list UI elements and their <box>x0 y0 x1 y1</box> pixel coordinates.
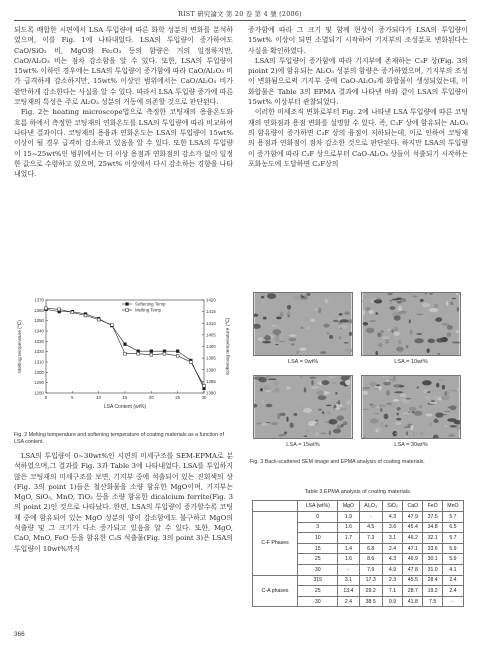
table-cell: 47.9 <box>403 512 423 523</box>
y-left-axis-label: Melting temperature (℃) <box>18 320 23 373</box>
table-cell: 45.5 <box>403 575 423 586</box>
table-cell: 3.6 <box>382 522 402 533</box>
table-3-caption: Table 3 EPMA analysis of coating materials. <box>304 489 412 495</box>
column-header <box>253 501 298 512</box>
paragraph: 이러한 미세조직 변화로부터 Fig. 2에 나타낸 LSA 투입량에 따른 코팅재의 연화점과 용점 변화를 설명할 수 있다. 즉, C₃F 상에 함유되는 Al₂O₃의 함유량이 증가하면 C₃F 상의 융점이 저하되는데, 이로 인하여 코팅재의 용점과 연화점이 점차 감소한 것으로 판단된다. 하지만 LSA의 투입량이 증가함에 따라 C₃F 상으로부터 CaO-Al₂O₃ 상들이 석출되기 시작하는 포화농도에 도달하면 C₃F상의 <box>248 108 468 168</box>
table-cell: 47.8 <box>403 564 423 575</box>
figure-2-chart <box>14 294 233 410</box>
table-cell: 10 <box>298 533 338 544</box>
table-cell: 9.9 <box>382 596 402 607</box>
table-cell: 34.8 <box>423 522 442 533</box>
table-cell: 45.4 <box>403 522 423 533</box>
series-line <box>46 309 204 388</box>
left-column-lower <box>14 451 233 554</box>
table-cell: 2.4 <box>382 543 402 554</box>
table-cell: 46.2 <box>403 533 423 544</box>
data-point <box>71 311 74 314</box>
data-point <box>189 361 192 364</box>
table-cell: 1.6 <box>338 554 359 565</box>
running-title: RIST 硏究論文 第 20 卷 第 4 號 (2006) <box>178 11 302 18</box>
plot-frame <box>46 300 204 393</box>
y-left-tick-label: 1300 <box>34 369 44 375</box>
y-right-tick-label: 1420 <box>206 297 216 303</box>
table-cell: - <box>338 564 359 575</box>
table-row <box>253 575 464 586</box>
table-cell: 1.6 <box>338 522 359 533</box>
table-cell: 2.3 <box>382 575 402 586</box>
data-point <box>150 350 153 353</box>
paragraph: 증가함에 따라 그 크기 및 함께 현상이 증가되다가 LSA의 투입량이 15wt% 이상이 되면 소멸되기 시작하여 기지부의 조성분포 변화된다는 사실을 확인하였다. <box>248 26 468 55</box>
legend-marker <box>126 303 129 306</box>
data-point <box>84 314 87 317</box>
table-cell: 17.3 <box>359 575 382 586</box>
group-label: C-F Phases <box>253 512 298 576</box>
figure-2-caption: Fig. 2 Melting temperature and softening temperature of coating materials as a function of LSA content. <box>14 432 224 446</box>
table-cell: 2.4 <box>442 575 463 586</box>
running-header <box>14 9 466 21</box>
x-tick-label: 25 <box>175 395 181 400</box>
table-cell: 19.2 <box>423 586 442 597</box>
sem-image-10wt <box>361 292 461 356</box>
table-cell: 28.7 <box>403 586 423 597</box>
table-cell: 1.9 <box>338 512 359 523</box>
data-point <box>150 353 153 356</box>
epma-table <box>252 500 464 607</box>
table-cell: 8.6 <box>359 554 382 565</box>
x-axis-label: LSA Content (wt%) <box>103 404 147 410</box>
table-cell: 28.4 <box>423 575 442 586</box>
column-header: LSA (wt%) <box>298 501 338 512</box>
table-cell: 1.7 <box>338 533 359 544</box>
paragraph: 되도록 배합한 시편에서 LSA 투입량에 따른 화학 성분의 변화를 분석하였으며, 이를 Fig. 1에 나타내었다. LSA의 투입량이 증가하여도 CaO/SiO₂ 비, MgO와 Fe₂O₃ 등의 함량은 거의 일정하지만, CaO/Al₂O₃ 비는 점차 감소함을 알 수 있다. 또한, LSA의 투입량이 15wt% 이하인 경우에는 LSA의 투입량이 증가함에 따라 CaO/Al₂O₃ 비가 급격하게 감소하지만, 15wt% 이상인 범위에서는 CaO/Al₂O₃ 비가 완만하게 감소한다는 사실을 알 수 있다. 따라서 LSA 투입량 증가에 따른 코팅재의 특성은 주로 Al₂O₃ 성분의 거동에 의존할 것으로 판단된다. <box>14 26 233 107</box>
x-tick-label: 10 <box>96 395 102 400</box>
table-cell: 4.1 <box>442 564 463 575</box>
table-cell: 4.5 <box>359 522 382 533</box>
table-cell: - <box>442 596 463 607</box>
table-cell: 4.3 <box>382 554 402 565</box>
series-line <box>46 308 204 386</box>
column-header: SiO₂ <box>382 501 402 512</box>
page-number: 366 <box>14 631 25 638</box>
y-right-tick-label: 1390 <box>206 367 216 373</box>
table-cell: 3.1 <box>338 575 359 586</box>
column-header: MnO <box>442 501 463 512</box>
paragraph: LSA의 투입량이 0~30wt%인 시편의 미세구조를 SEM-EPMA로 분석하였으며,그 결과를 Fig. 3과 Table 3에 나타내었다. LSA를 투입하지 않은 코팅재의 미세구조를 보면, 기지부 중에 석출되어 있는 진회색의 상(Fig. 3의 point 1)들은 철산화물을 소량 함유한 MgO이며, 기지부는 MgO, SiO₂, MnO, TiO₂ 등을 소량 함유한 dicalcium ferrite(Fig. 3의 point 2)인 것으로 나타났다. 한편, LSA의 투입량이 증가할수록 코팅재 중에 함유되어 있는 MgO 성분의 양이 감소함에도 불구하고 MgO의 석출량 및 그 크기가 다소 증가되고 있음을 알 수 있다. 또한, MgO, CaO, MnO, FeO 등을 함유한 C₃S 석출물(Fig. 3의 point 3)은 LSA의 투입량이 10wt%까지 <box>14 452 233 553</box>
y-right-tick-label: 1415 <box>206 309 216 315</box>
data-point <box>203 384 206 387</box>
data-point <box>45 307 48 310</box>
sem-label: LSA = 10wt% <box>394 359 428 365</box>
data-point <box>176 350 179 353</box>
table-cell: 38.5 <box>359 596 382 607</box>
y-left-tick-label: 1330 <box>34 338 44 344</box>
y-left-tick-label: 1280 <box>34 390 44 396</box>
y-left-tick-label: 1370 <box>34 297 44 303</box>
table-cell: 7.1 <box>382 586 402 597</box>
table-cell: 6.5 <box>442 522 463 533</box>
left-column <box>14 25 233 179</box>
table-cell: 30.1 <box>423 554 442 565</box>
table-cell: 315 <box>298 575 338 586</box>
sem-image-15wt <box>253 375 353 439</box>
x-tick-label: 20 <box>148 395 154 400</box>
table-cell: 4.3 <box>382 512 402 523</box>
figure-3-sem-grid <box>250 292 464 456</box>
sem-image-30wt <box>361 375 461 439</box>
column-header: Al₂O₃ <box>359 501 382 512</box>
column-header: MgO <box>338 501 359 512</box>
table-cell: - <box>359 512 382 523</box>
sem-label: LSA = 30wt% <box>394 442 428 448</box>
table-cell: 37.5 <box>423 512 442 523</box>
x-tick-label: 0 <box>44 395 48 400</box>
figure-3-caption: Fig. 3 Back-scattered SEM image and EPMA analysis of coating materials. <box>250 459 425 465</box>
table-cell: 33.6 <box>423 543 442 554</box>
column-header: FeO <box>423 501 442 512</box>
y-right-axis-label: Softening temperature (℃) <box>226 317 231 376</box>
table-cell: 30 <box>298 564 338 575</box>
data-point <box>137 352 140 355</box>
y-left-tick-label: 1360 <box>34 307 44 313</box>
sem-label: LSA = 15wt% <box>286 442 320 448</box>
data-point <box>124 352 127 355</box>
x-tick-label: 5 <box>71 395 74 400</box>
table-cell: 31.0 <box>423 564 442 575</box>
paragraph: LSA의 투입량이 증가함에 따라 기지부에 존재하는 C₃F 상(Fig. 3의 pioint 2)에 함유되는 Al₂O₃ 성분의 함량은 증가하였으며, 기지부의 조성이 변화됨으로써 기지부 중에 CaO-Al₂O₃계 화합물이 생성되었는데, 이 화합물은 Table 3의 EPMA 결과에 나타낸 바와 같이 LSA의 투입량이 15wt% 이상부터 관찰되었다. <box>248 56 468 107</box>
table-cell: 7.5 <box>423 596 442 607</box>
table-cell: 7.9 <box>359 564 382 575</box>
y-right-tick-label: 1395 <box>206 355 216 361</box>
y-left-tick-label: 1320 <box>34 349 44 355</box>
x-tick-label: 30 <box>201 395 207 400</box>
table-cell: 15 <box>298 543 338 554</box>
data-point <box>110 323 113 326</box>
right-column <box>248 25 468 169</box>
y-left-tick-label: 1340 <box>34 328 44 334</box>
y-left-tick-label: 1350 <box>34 318 44 324</box>
table-cell: 25 <box>298 586 338 597</box>
table-cell: 29.2 <box>359 586 382 597</box>
sem-image-0wt <box>253 292 353 356</box>
table-cell: 6.8 <box>359 543 382 554</box>
y-right-tick-label: 1410 <box>206 320 216 326</box>
table-cell: 1.4 <box>338 543 359 554</box>
y-left-tick-label: 1290 <box>34 380 44 386</box>
table-cell: 5.7 <box>442 533 463 544</box>
data-point <box>163 352 166 355</box>
sem-label: LSA = 0wt% <box>287 359 319 365</box>
group-label: C-A phases <box>253 575 298 607</box>
table-cell: 3 <box>298 522 338 533</box>
legend-label: Melting Temp <box>135 307 162 313</box>
table-cell: 32.1 <box>423 533 442 544</box>
y-right-tick-label: 1380 <box>206 390 216 396</box>
table-cell: 30 <box>298 596 338 607</box>
table-cell: 2.4 <box>338 596 359 607</box>
data-point <box>58 308 61 311</box>
legend-label: Softening Temp <box>135 301 166 307</box>
table-cell: 41.8 <box>403 596 423 607</box>
x-tick-label: 15 <box>122 395 128 400</box>
table-cell: 2.4 <box>442 586 463 597</box>
table-cell: 5.9 <box>442 543 463 554</box>
table-cell: 4.9 <box>382 564 402 575</box>
data-point <box>176 354 179 357</box>
table-cell: 25 <box>298 554 338 565</box>
paragraph: Fig. 2는 heating microscope법으로 측정한 코팅재의 용융온도와 흐름 하에서 측정한 코팅재의 연화온도를 LSA의 투입량에 따라 비교하여 나타낸 결과이다. 코팅재의 용융과 연화온도는 LSA의 투입량이 15wt% 이상이 될 경우 급격히 감소하고 있음을 알 수 있다. 또한 LSA의 투입량이 15~25wt%인 범위에서는 더 이상 용점과 연화점의 감소가 없이 일정한 값으로 수렴하고 있으며, 25wt% 이상에서 다시 감소하는 경향을 나타내었다. <box>14 108 233 179</box>
data-point <box>97 318 100 321</box>
table-cell: 0 <box>298 512 338 523</box>
legend-marker <box>126 309 129 312</box>
data-point <box>124 343 127 346</box>
y-right-tick-label: 1400 <box>206 344 216 349</box>
table-cell: 13.4 <box>338 586 359 597</box>
table-cell: 46.9 <box>403 554 423 565</box>
column-header: CaO <box>403 501 423 512</box>
table-cell: 47.1 <box>403 543 423 554</box>
y-left-tick-label: 1310 <box>34 359 44 365</box>
y-right-tick-label: 1405 <box>206 332 216 338</box>
table-row <box>253 512 464 523</box>
table-cell: 7.3 <box>359 533 382 544</box>
table-cell: 5.7 <box>442 512 463 523</box>
table-cell: 5.9 <box>442 554 463 565</box>
y-right-tick-label: 1385 <box>206 378 216 384</box>
table-cell: 3.1 <box>382 533 402 544</box>
table-header-row <box>253 501 464 512</box>
